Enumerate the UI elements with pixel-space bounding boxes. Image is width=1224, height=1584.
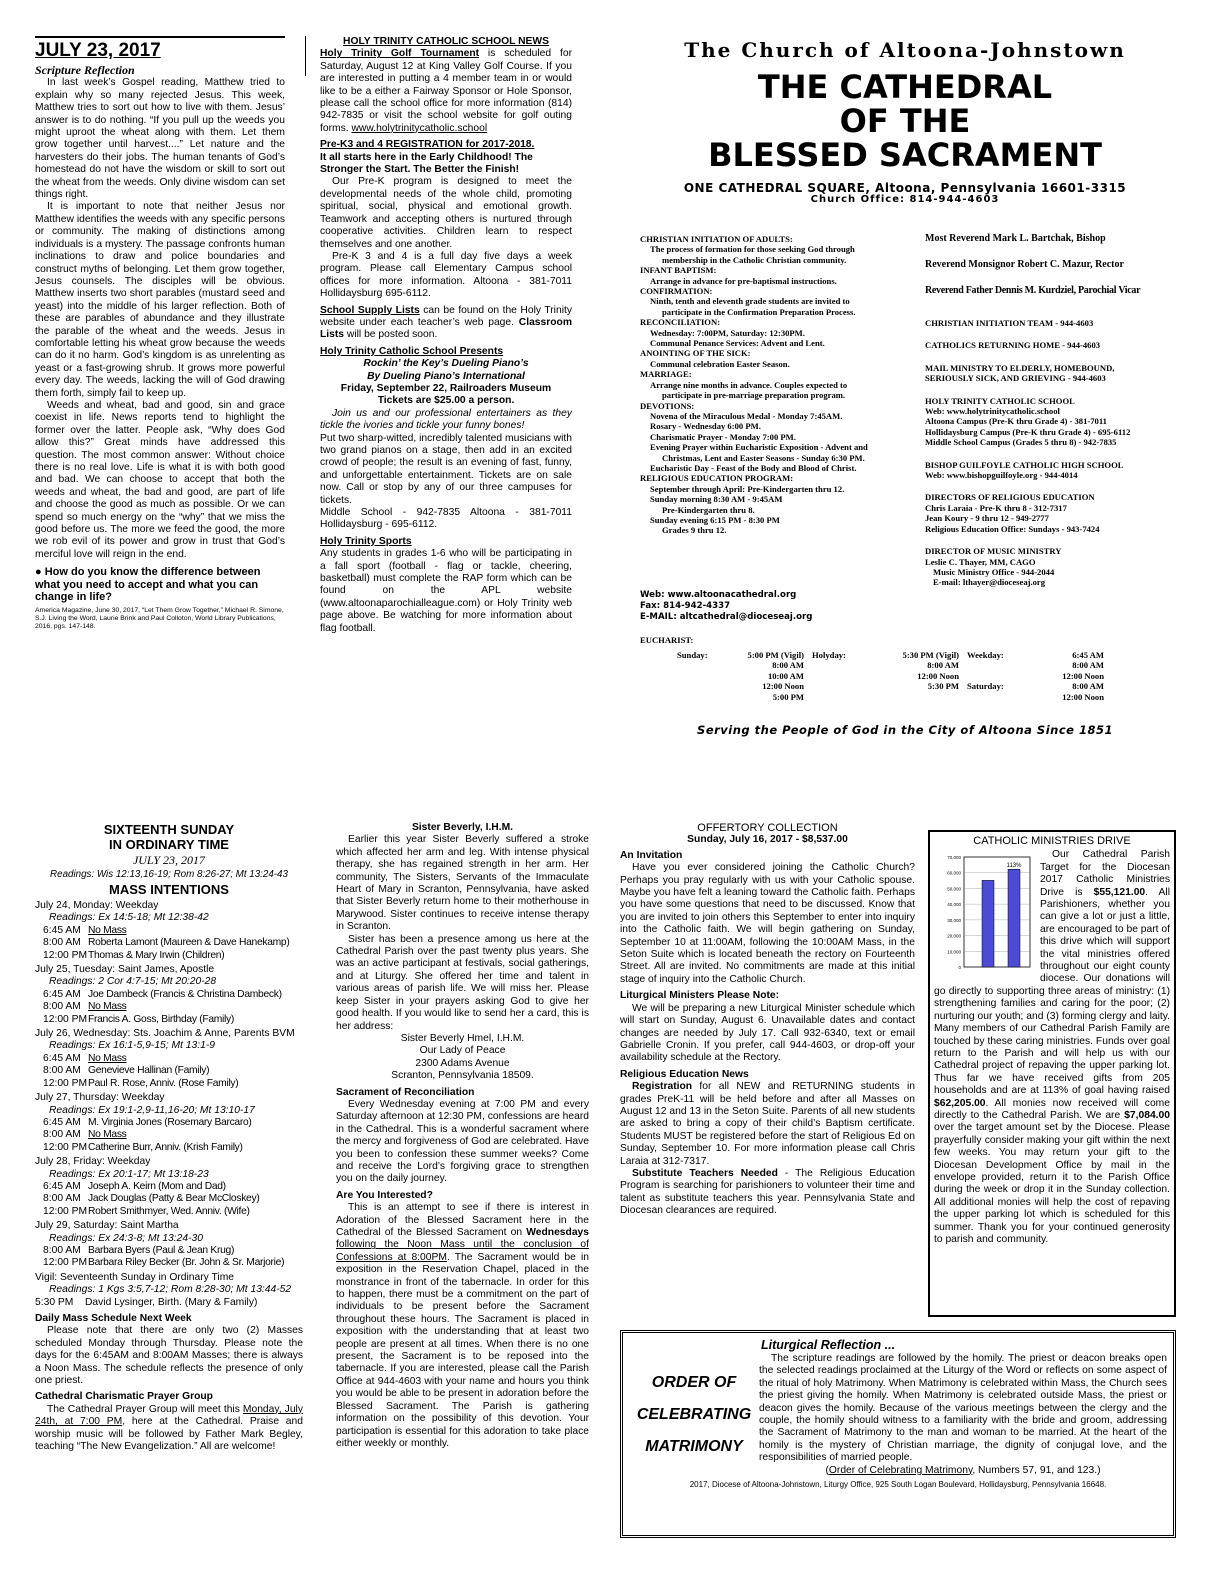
contact-line: DIRECTORS OF RELIGIOUS EDUCATION <box>925 492 1095 503</box>
mass-row <box>35 1078 303 1090</box>
liturgy-footer: 2017, Diocese of Altoona-Johnstown, Liturgy Office, 925 South Logan Boulevard, Hollidaysburg, Pennsylvania 16648. <box>689 1480 1107 1490</box>
school-news-column <box>320 36 572 766</box>
sunday-title-1: SIXTEENTH SUNDAY <box>103 822 235 837</box>
mass-intentions-title: MASS INTENTIONS <box>109 882 229 897</box>
sacrament-line: Eucharistic Day - Feast of the Body and Blood of Christ. <box>650 462 857 473</box>
mass-row <box>35 1181 303 1193</box>
ministry-contacts <box>925 318 1195 600</box>
mass-row <box>35 1142 303 1154</box>
mass-schedule <box>677 650 1197 702</box>
mass-time: 6:45 AM <box>43 1116 81 1128</box>
mass-intention: No Mass <box>88 1129 127 1141</box>
mass-time: 12:00 PM <box>43 1205 88 1217</box>
intention-day <box>35 1156 303 1218</box>
drive-text-a: Our Cathedral Parish Target for the Diocesan 2017 Catholic Ministries Drive is <box>1040 849 1170 898</box>
sacrament-heading: CONFIRMATION: <box>640 286 713 297</box>
mass-time: 6:45 AM <box>43 1180 81 1192</box>
mass-time: 6:45 AM <box>43 924 81 936</box>
sacrament-line: Pre-Kindergarten thru 8. <box>662 504 755 515</box>
schedule-cell: 12:00 Noon <box>1062 691 1104 702</box>
day-readings: Readings: Ex 16:1-5,9-15; Mt 13:1-9 <box>49 1040 215 1052</box>
contact-line: Web: www.holytrinitycatholic.school <box>925 406 1060 417</box>
sister-address-1: Sister Beverly Hmel, I.H.M. <box>400 1032 525 1044</box>
mass-intention: Joseph A. Keirn (Mom and Dad) <box>88 1180 226 1192</box>
contact-email[interactable]: E-MAIL: altcathedral@dioceseaj.org <box>640 612 813 622</box>
sacrament-line: Grades 9 thru 12. <box>662 525 727 536</box>
schedule-cell <box>872 692 967 702</box>
mass-time: 6:45 AM <box>43 1052 81 1064</box>
contact-line: Jean Koury - 9 thru 12 - 949-2777 <box>925 513 1049 524</box>
vigil-title: Vigil: Seventeenth Sunday in Ordinary Time <box>35 1271 234 1283</box>
bar-raised <box>1008 870 1020 968</box>
mass-time: 8:00 AM <box>43 1193 81 1205</box>
school-news-header: HOLY TRINITY CATHOLIC SCHOOL NEWS <box>343 36 549 47</box>
mass-time: 12:00 PM <box>43 949 88 961</box>
sacrament-line: participate in pre-marriage preparation program. <box>662 390 846 401</box>
golf-text: is scheduled for Saturday, August 12 at King Valley Golf Course. If you are interested in putting a 4 member team in or would like to be a either a Fairway Sponsor or Hole Sponsor, please call the school office for more information (814) 942-7835 or visit the school website for golf outing forms. <box>320 48 572 134</box>
schedule-cell <box>677 660 727 670</box>
sister-address-2: Our Lady of Peace <box>419 1045 506 1057</box>
sacrament-line: Wednesday: 7:00PM, Saturday: 12:30PM. <box>650 327 805 338</box>
contact-line: BISHOP GUILFOYLE CATHOLIC HIGH SCHOOL <box>925 459 1124 470</box>
contact-line: E-mail: lthayer@dioceseaj.org <box>933 577 1046 588</box>
mass-time: 12:00 PM <box>43 1257 88 1269</box>
contact-fax: Fax: 814-942-4337 <box>640 601 731 611</box>
interest-text-a: This is an attempt to see if there is interest in Adoration of the Blessed Sacrament here in the Cathedral of the Blessed Sacrament on <box>336 1202 589 1238</box>
schedule-cell: Saturday: <box>967 681 1004 692</box>
charismatic-text-b: , here at the Cathedral. Praise and worship music will be followed by Father Mark Begley, teaching “The New Evangelization.” All are welcome! <box>35 1416 303 1453</box>
schedule-cell <box>812 671 872 681</box>
cite-close: , Numbers 57, 91, and 123.) <box>972 1464 1101 1476</box>
offertory-column <box>620 822 915 1322</box>
contact-group <box>925 546 1195 588</box>
mass-row <box>35 937 303 949</box>
church-office: Church Office: 814-944-4603 <box>810 194 1000 206</box>
intention-day <box>35 1220 303 1270</box>
cite-open: ( <box>825 1464 829 1476</box>
side-line-3: MATRIMONY <box>645 1438 743 1456</box>
schedule-cell: 8:00 AM <box>1072 681 1104 692</box>
contact-line: CATHOLICS RETURNING HOME - 944-4603 <box>925 340 1101 351</box>
drive-text-b: . All Parishioners, whether you can give a lot or just a little, are encouraged to be part of this drive which will support the vital ministries offered throughout our eight county diocese. Our donations will go directly to supporting three areas of ministry: (1) strengthening families and caring for the poor; (2) nurturing our youth; and (3) forming clergy and laity. Many members of our Cathedral Parish Family are touched by these caring ministries. Funds over goal return to the Parish and will help us with our Cathedral project of repaving the upper parking lot. Thus far we have received gifts from 205 households and are at 113% of goal having raised <box>934 886 1170 1097</box>
presents-line-2: By Dueling Piano’s International <box>367 370 525 382</box>
sunday-title-2: IN ORDINARY TIME <box>109 837 229 852</box>
vigil-mass <box>35 1297 303 1309</box>
contact-line: CHRISTIAN INITIATION TEAM - 944-4603 <box>925 318 1094 328</box>
liturgical-reflection-title: Liturgical Reflection ... <box>761 1338 896 1352</box>
matrimony-side-title <box>629 1353 759 1477</box>
mass-intention: Jack Douglas (Patty & Bear McCloskey) <box>88 1193 260 1205</box>
y-tick-label: 30,000 <box>947 918 961 924</box>
charismatic-date: Monday, July 24th, at 7:00 PM <box>35 1403 303 1428</box>
daily-schedule-title: Daily Mass Schedule Next Week <box>35 1313 192 1324</box>
masthead <box>615 38 1195 768</box>
mass-time: 12:00 PM <box>43 1141 88 1153</box>
invitation-title: An Invitation <box>620 849 683 861</box>
registration-label: Registration <box>632 1081 693 1093</box>
sacrament-heading: ANOINTING OF THE SICK: <box>640 348 751 359</box>
prek-subtitle: It all starts here in the Early Childhood! The Stronger the Start. The Better the Finish! <box>320 151 533 176</box>
interest-underlined: following the Noon Mass until the conclusion of Confessions at 8:00PM <box>336 1239 589 1263</box>
offertory-amount: Sunday, July 16, 2017 - $8,537.00 <box>687 834 848 846</box>
offertory-title: OFFERTORY COLLECTION <box>697 822 838 834</box>
liturgical-reflection-box <box>620 1330 1176 1538</box>
mass-time: 12:00 PM <box>43 1077 88 1089</box>
contact-line: Chris Laraia - Pre-K thru 8 - 312-7317 <box>925 502 1067 513</box>
contact-line: Leslie C. Thayer, MM, CAGO <box>925 556 1036 567</box>
mass-time: 5:30 PM <box>35 1296 74 1308</box>
interest-wednesdays: Wednesdays <box>526 1227 589 1238</box>
staff-vicar: Reverend Father Dennis M. Kurdziel, Parochial Vicar <box>925 285 1141 296</box>
presents-phones: Middle School - 942-7835 Altoona - 381-7011 Hollidaysburg - 695-6112. <box>320 507 572 531</box>
charismatic-title: Cathedral Charismatic Prayer Group <box>35 1391 213 1403</box>
reflection-para-3: Weeds and wheat, bad and good, sin and grace coexist in life. News reports tend to highlight the former over the latter. People ask, “Why does God allow this?” Great minds have addressed this question. The most common answer: Without choice there is no real love. Life is what it is with both good and bad. We can choose to accept that both the weeds and wheat, the bad and good, are part of life and choose the good as much as possible. Or we can spend so much energy on the “why” that we miss the good before us. The more we feed the good, the more we rob evil of its power and grow in trust that God’s merciful love will reign in the end. <box>35 399 285 560</box>
day-readings: Readings: Ex 20:1-17; Mt 13:18-23 <box>49 1168 209 1180</box>
contact-line: DIRECTOR OF MUSIC MINISTRY <box>925 546 1062 557</box>
sister-para-1: Earlier this year Sister Beverly suffered a stroke which affected her arm and leg. With intense physical therapy, she has regained strength in her arm. Her community, The Sisters, Servants of the Immaculate Heart of Mary in Scranton, Pennsylvania, have asked that Sister Beverly return home to their motherhouse in Marywood. Sister continues to receive intense therapy in Scranton. <box>336 834 589 933</box>
drive-text-c: . All monies now received will come directly to the Cathedral Parish. We are <box>934 1097 1170 1121</box>
schedule-cell: 5:00 PM <box>772 691 804 702</box>
day-title: July 26, Wednesday: Sts. Joachim & Anne, Parents BVM <box>35 1028 295 1040</box>
contact-group <box>925 396 1195 448</box>
mass-row <box>35 1129 303 1141</box>
contact-group <box>925 363 1195 384</box>
contact-line: Hollidaysburg Campus (Pre-K thru Grade 4) - 695-6112 <box>925 426 1131 437</box>
schedule-cell: 5:00 PM (Vigil) <box>747 650 804 660</box>
schedule-cell <box>677 671 727 681</box>
staff-rector: Reverend Monsignor Robert C. Mazur, Rector <box>925 259 1124 270</box>
schedule-cell <box>967 692 1052 702</box>
mass-intention: Paul R. Rose, Anniv. (Rose Family) <box>88 1077 239 1089</box>
contact-line: Music Ministry Office - 944-2044 <box>933 566 1055 577</box>
address-line: ONE CATHEDRAL SQUARE, Altoona, Pennsylvania 16601-3315 <box>683 181 1127 195</box>
schedule-cell: 12:00 Noon <box>762 681 804 692</box>
cathedral-title-1: THE CATHEDRAL <box>757 68 1053 106</box>
schedule-cell: 8:00 AM <box>927 660 959 671</box>
golf-title: Holy Trinity Golf Tournament <box>320 48 480 60</box>
golf-link[interactable]: www.holytrinitycatholic.school <box>351 122 488 134</box>
reconciliation-text: Every Wednesday evening at 7:00 PM and every Saturday afternoon at 12:30 PM, confessions are heard in the Cathedral. This is a wonderful sacrament where the mercy and forgiveness of God are celebrated. Have you been to confession these summer weeks? Come and receive the Lord’s forgiving grace to strengthen you on the daily journey. <box>336 1098 589 1185</box>
day-readings: Readings: 2 Cor 4:7-15; Mt 20:20-28 <box>49 976 217 988</box>
sacrament-line: Evening Prayer within Eucharistic Exposition - Advent and <box>650 442 868 453</box>
side-line-1: ORDER OF <box>651 1374 737 1392</box>
mass-row <box>35 1065 303 1077</box>
reflection-citation: America Magazine, June 30, 2017, “Let Them Grow Together,” Michael R. Simone, S.J. Living the Word, Laurie Brink and Paul Colloton, World Library Publications, 2016, pgs. 147-148. <box>35 606 284 630</box>
contact-line: MAIL MINISTRY TO ELDERLY, HOMEBOUND, <box>925 362 1115 373</box>
mass-intention: M. Virginia Jones (Rosemary Barcaro) <box>88 1116 252 1128</box>
schedule-cell: 5:30 PM <box>927 681 959 692</box>
contact-group <box>925 460 1195 481</box>
mass-row <box>35 1257 303 1269</box>
contact-line: Web: www.bishopguilfoyle.org - 944-4014 <box>925 470 1078 481</box>
mass-intentions-column <box>35 822 303 1542</box>
invitation-text: Have you ever considered joining the Catholic Church? Perhaps you pray regularly with us with your Catholic spouse. Maybe you have felt a leaning toward the Catholic faith. Perhaps you have some questions that need to be discussed. Know that you are invited to join others this September to enter into inquiry into the Catholic faith. We will begin gathering on Sunday, September 10 at 11:00AM, following the 10:00AM Mass, in the Seton Suite which is located beneath the rectory on Fourteenth Street. All are invited. No commitments are made at this initial stage of inquiry into the Catholic Church. <box>620 862 915 985</box>
sacrament-line: membership in the Catholic Christian community. <box>662 254 847 265</box>
cite-title: Order of Celebrating Matrimony <box>828 1464 973 1476</box>
reconciliation-title: Sacrament of Reconciliation <box>336 1086 475 1098</box>
contact-line: Altoona Campus (Pre-K thru Grade 4) - 381-7011 <box>925 416 1107 427</box>
mass-intention: No Mass <box>88 1052 127 1064</box>
mass-intention: David Lysinger, Birth. (Mary & Family) <box>85 1296 258 1308</box>
mass-time: 6:45 AM <box>43 988 81 1000</box>
mass-time: 8:00 AM <box>43 1001 81 1013</box>
schedule-cell <box>812 660 872 670</box>
cathedral-title-3: BLESSED SACRAMENT <box>708 136 1102 174</box>
sacrament-line: Charismatic Prayer - Monday 7:00 PM. <box>650 431 796 442</box>
prek-para-2: Pre-K 3 and 4 is a full day five days a week program. Please call Elementary Campus school offices for more information. Altoona - 381-7011 Hollidaysburg 695-6112. <box>320 250 572 300</box>
mass-row <box>35 1245 303 1257</box>
sacrament-line: Christmas, Lent and Easter Seasons - Sunday 6:30 PM. <box>662 452 865 463</box>
y-tick-label: 0 <box>958 965 961 971</box>
y-tick-label: 50,000 <box>947 886 961 892</box>
presents-title: Holy Trinity Catholic School Presents <box>320 345 504 357</box>
sister-para-2: Sister has been a presence among us here at the Cathedral Parish over the past twenty plus years. She was an active participant at festivals, social gatherings, and at Liturgy. She offered her time and talent in various areas of parish life. We will miss her. Please keep Sister in your prayers asking God to give her good health. If you would like to send her a card, this is her address: <box>336 933 589 1032</box>
mass-row <box>35 1014 303 1026</box>
intention-day <box>35 1028 303 1090</box>
sacrament-line: Arrange in advance for pre-baptismal instructions. <box>650 275 837 286</box>
sacrament-heading: CHRISTIAN INITIATION OF ADULTS: <box>640 234 793 244</box>
sacrament-heading: RECONCILIATION: <box>640 317 721 328</box>
y-tick-label: 20,000 <box>947 933 961 939</box>
y-tick-label: 40,000 <box>947 902 961 908</box>
schedule-cell <box>967 660 1052 670</box>
mass-intention: Catherine Burr, Anniv. (Krish Family) <box>88 1141 243 1153</box>
mass-intention: No Mass <box>88 924 127 936</box>
reflection-para-1: In last week’s Gospel reading, Matthew tried to explain why so many rejected Jesus. This week, Matthew tries to sort out how to live with them. Jesus’ answer is to do nothing. “If you pull up the weeds you might uproot the wheat along with them. Let them grow together until harvest....” Let nature and the harvesters do their jobs. The human tenants of God’s homestead do not have the wisdom or skill to sort out the wheat from the weeds. Only divine wisdom can set things right. <box>35 77 285 201</box>
drive-text-d: over the target amount set by the Diocese. Please prayerfully consider making your gift within the next few weeks. You may return your gift to the Diocesan Development Office by mail in the envelope provided, return it to the Parish Office during the week or drop it in the Sunday collection. All additional monies will help the cost of repaving the upper parking lot which is scheduled for this summer. Thank you for your continued generosity to parish and community. <box>934 1122 1170 1245</box>
day-readings: Readings: Ex 24:3-8; Mt 13:24-30 <box>49 1232 203 1244</box>
slogan: Serving the People of God in the City of Altoona Since 1851 <box>697 723 1113 737</box>
mass-intention: No Mass <box>88 1001 127 1013</box>
bar-target <box>982 881 994 968</box>
charismatic-text-a: The Cathedral Prayer Group will meet this <box>47 1403 243 1415</box>
sister-address-4: Scranton, Pennsylvania 18509. <box>391 1070 534 1082</box>
scripture-reflection-column <box>35 36 285 766</box>
mass-intention: Thomas & Mary Irwin (Children) <box>88 949 225 961</box>
sacraments-list <box>640 234 910 536</box>
sunday-readings: Readings: Wis 12:13,16-19; Rom 8:26-27; Mt 13:24-43 <box>50 869 288 880</box>
day-title: July 29, Saturday: Saint Martha <box>35 1220 179 1232</box>
mass-row <box>35 1053 303 1065</box>
column-divider <box>305 36 306 76</box>
liturgical-reflection-text: The scripture readings are followed by the homily. The priest or deacon breaks open the selected readings proclaimed at the Liturgy of the Word or reflects on some aspect of the ritual of holy Matrimony. When Matrimony is celebrated within Mass, the Church sees the priest giving the homily. When Matrimony is celebrated outside Mass, the priest or deacon gives the homily. Because of the various meetings between the clergy and the couple, the homily should witness to a familiarity with the bride and groom, addressing the Sacrament of Matrimony to the man and woman to be married. At the heart of the homily is the mystery of Christian marriage, the dignity of conjugal love, and the responsibilities of married people. <box>759 1353 1167 1464</box>
schedule-cell <box>677 692 727 702</box>
presents-line-3: Friday, September 22, Railroaders Museum <box>340 382 552 394</box>
sacrament-line: September through April: Pre-Kindergarten thru 12. <box>650 483 845 494</box>
intentions-list <box>35 900 303 1270</box>
schedule-cell <box>812 692 872 702</box>
mass-row <box>35 1001 303 1013</box>
sister-address-3: 2300 Adams Avenue <box>415 1057 510 1069</box>
mass-intention: Barbara Byers (Paul & Jean Krug) <box>88 1244 235 1256</box>
schedule-cell <box>812 681 872 691</box>
mass-row <box>35 1193 303 1205</box>
schedule-cell: 10:00 AM <box>767 670 804 681</box>
contact-line: Religious Education Office: Sundays - 943-7424 <box>925 523 1100 534</box>
schedule-cell: 6:45 AM <box>1072 650 1104 660</box>
mass-time: 8:00 AM <box>43 1244 81 1256</box>
sunday-date: JULY 23, 2017 <box>132 853 206 867</box>
mass-intention: Robert Smithmyer, Wed. Anniv. (Wife) <box>88 1205 250 1217</box>
interest-text-b: . The Sacrament would be in exposition in the Reservation Chapel, placed in the monstrance in front of the tabernacle. In order for this to happen, there must be a commitment on the part of individuals to be present before the Sacrament throughout these hours. The Sacrament is placed in exposition with the understanding that at least two people are present at all times. When there is no one present, the Sacrament is to be reposed into the tabernacle. If you are interested, please call the Parish Office at 944-4603 with your name and hours you think you would be able to be present in adoration before the Blessed Sacrament. The Parish is gathering information on the possibility of this devotion. Your participation is essential for this adoration to take place either weekly or monthly. <box>336 1251 589 1449</box>
sacrament-heading: RELIGIOUS EDUCATION PROGRAM: <box>640 473 794 484</box>
schedule-cell: 8:00 AM <box>772 660 804 671</box>
sacrament-line: Arrange nine months in advance. Couples expected to <box>650 379 848 390</box>
contact-group <box>925 492 1195 534</box>
registration-text: for all NEW and RETURNING students in grades PreK-11 will be held before and after all Masses on August 12 and 13 in the Seton Suite. Parents of all new students are asked to bring a copy of their child’s Baptism certificate. Students MUST be registered before the start of Religious Ed on Sunday, September 10. For more information please call Chris Laraia at 312-7317. <box>620 1081 915 1167</box>
presents-italic: Join us and our professional entertainers as they tickle the ivories and tickle your funny bones! <box>320 407 572 432</box>
mass-intention: Genevieve Hallinan (Family) <box>88 1065 210 1077</box>
schedule-cell: Holyday: <box>812 650 846 660</box>
mass-row <box>35 1117 303 1129</box>
sacrament-line: Novena of the Miraculous Medal - Monday 7:45AM. <box>650 410 843 421</box>
day-title: July 25, Tuesday: Saint James, Apostle <box>35 964 215 976</box>
percent-label: 113% <box>1006 863 1022 870</box>
sacrament-line: Rosary - Wednesday 6:00 PM. <box>650 421 761 432</box>
sacrament-line: Sunday morning 8:30 AM - 9:45AM <box>650 494 783 505</box>
sacrament-line: Communal celebration Easter Season. <box>650 358 790 369</box>
schedule-cell: 5:30 PM (Vigil) <box>902 650 959 660</box>
sacrament-line: Communal Penance Services: Advent and Lent. <box>650 338 825 349</box>
drive-title: CATHOLIC MINISTRIES DRIVE <box>973 835 1131 847</box>
ministries-drive-box <box>928 830 1176 1317</box>
sacrament-line: Ninth, tenth and eleventh grade students are invited to <box>650 296 850 307</box>
mass-intention: Roberta Lamont (Maureen & Dave Hanekamp) <box>88 937 290 949</box>
mass-time: 8:00 AM <box>43 1129 81 1141</box>
drive-target: $55,121.00 <box>1093 886 1146 898</box>
sacrament-heading: MARRIAGE: <box>640 369 692 380</box>
mass-time: 12:00 PM <box>43 1013 88 1025</box>
sacrament-line: The process of formation for those seeking God through <box>650 244 855 255</box>
presents-text: Put two sharp-witted, incredibly talented musicians with two grand pianos on a stage, then add in an excited crowd of people; the result is an evening of fast, funny, and unforgettable entertainment. Tickets are on sale now. Call or stop by any of our three campuses for tickets. <box>320 432 572 506</box>
classroom-label: Classroom Lists <box>320 316 572 341</box>
mass-intention: Francis A. Goss, Birthday (Family) <box>88 1013 235 1025</box>
side-line-2: CELEBRATING <box>636 1406 752 1424</box>
prek-para-1: Our Pre-K program is designed to meet the developmental needs of the whole child, promoting spiritual, social, physical and emotional growth. Teamwork and accepting others is nurtured through cooperative activities. Children learn to respect themselves and one another. <box>320 176 572 250</box>
daily-schedule-text: Please note that there are only two (2) Masses scheduled Monday through Thursday. Please note the days for the 6:45AM and 8:00AM Masses; there is always a Noon Mass. The schedule reflects the presence of only one priest. <box>35 1325 303 1387</box>
intention-day <box>35 1092 303 1154</box>
contact-line: SERIOUSLY SICK, AND GRIEVING - 944-4603 <box>925 373 1106 384</box>
classroom-text: will be posted soon. <box>344 329 438 341</box>
church-name: The Church of Altoona-Johnstown <box>684 38 1126 62</box>
sister-title: Sister Beverly, I.H.M. <box>411 822 514 833</box>
schedule-cell: 12:00 Noon <box>917 670 959 681</box>
contact-line: HOLY TRINITY CATHOLIC SCHOOL <box>925 395 1075 406</box>
intention-day <box>35 964 303 1026</box>
drive-over: $7,084.00 <box>1124 1109 1170 1121</box>
mass-row <box>35 989 303 1001</box>
day-title: July 27, Thursday: Weekday <box>35 1092 165 1104</box>
schedule-cell <box>967 671 1052 681</box>
intention-day <box>35 900 303 962</box>
schedule-cell: Sunday: <box>677 650 708 660</box>
interest-title: Are You Interested? <box>336 1189 433 1201</box>
schedule-cell: 8:00 AM <box>1072 660 1104 671</box>
contact-group <box>925 318 1195 328</box>
staff-list <box>925 232 1195 298</box>
y-tick-label: 60,000 <box>947 871 961 877</box>
sports-text: Any students in grades 1-6 who will be participating in a fall sport (football - flag or tackle, cheering, basketball) must complete the RAP form which can be found on the APL website (www.altoonaparochialleague.com) or Holy Trinity web page above. Be watching for more information about flag football. <box>320 548 572 634</box>
reflection-question: ● How do you know the difference between what you need to accept and what you can change in life? <box>35 566 261 604</box>
mass-time: 8:00 AM <box>43 937 81 949</box>
y-tick-label: 10,000 <box>947 949 961 955</box>
supply-title: School Supply Lists <box>320 304 420 316</box>
eucharist-label: EUCHARIST: <box>640 635 694 645</box>
substitute-label: Substitute Teachers Needed <box>632 1167 778 1179</box>
reflection-title: Scripture Reflection <box>35 63 135 77</box>
parish-news-column <box>336 822 589 1542</box>
presents-line-1: Rockin’ the Key’s Dueling Piano’s <box>363 358 529 370</box>
cathedral-title-2: OF THE <box>839 102 971 140</box>
day-readings: Readings: Ex 19:1-2,9-11,16-20; Mt 13:10-17 <box>49 1104 255 1116</box>
day-title: July 28, Friday: Weekday <box>35 1156 151 1168</box>
reflection-para-2: It is important to note that neither Jesus nor Matthew identifies the weeds with any specific persons or community. The making of distinctions among individuals is a mystery. The passage confronts human inclinations to draw and police boundaries and construct myths of belonging. Let them grow together, Jesus counsels. The disciples will be obvious. Matthew inserts two short parables (mustard seed and yeast) into the middle of his larger reflection. Both of these are parables of abundance and they illustrate the parable of the wheat and the weeds. Jesus in comfortable letting his wheat grow because the weeds can do it no harm. God’s kingdom is as unrelenting as yeast or a fast-growing shrub. It grows more powerful every day. The weeds, lacking the will of God drawing them forth, simply fail to keep up. <box>35 201 285 399</box>
sacrament-line: participate in the Confirmation Preparation Process. <box>662 306 856 317</box>
schedule-cell: 12:00 Noon <box>1062 670 1104 681</box>
day-title: July 24, Monday: Weekday <box>35 900 159 911</box>
schedule-cell <box>677 681 727 691</box>
substitute-text: - The Religious Education Program is searching for parishioners to volunteer their time and talent as substitute teachers this year. Pennsylvania State and Diocesan clearances are required. <box>620 1167 915 1217</box>
drive-chart <box>934 849 1034 974</box>
sacrament-heading: DEVOTIONS: <box>640 400 695 411</box>
staff-bishop: Most Reverend Mark L. Bartchak, Bishop <box>925 233 1106 244</box>
drive-raised: $62,205.00 <box>934 1097 986 1109</box>
presents-line-4: Tickets are $25.00 a person. <box>377 395 515 407</box>
y-tick-label: 70,000 <box>947 855 961 861</box>
mass-row <box>35 925 303 937</box>
sports-title: Holy Trinity Sports <box>320 535 412 547</box>
schedule-cell: Weekday: <box>967 650 1004 660</box>
mass-intention: Joe Dambeck (Francis & Christina Dambeck) <box>88 988 282 1000</box>
contact-web[interactable]: Web: www.altoonacathedral.org <box>640 590 797 600</box>
sacrament-line: Sunday evening 6:15 PM - 8:30 PM <box>650 514 780 525</box>
ministers-title: Liturgical Ministers Please Note: <box>620 990 780 1002</box>
sacrament-heading: INFANT BAPTISM: <box>640 265 717 276</box>
mass-row <box>35 1206 303 1218</box>
mass-intention: Barbara Riley Becker (Br. John & Sr. Marjorie) <box>88 1257 285 1269</box>
bulletin-date: JULY 23, 2017 <box>35 36 285 62</box>
prek-title: Pre-K3 and 4 REGISTRATION for 2017-2018. <box>320 139 535 151</box>
day-readings: Readings: Ex 14:5-18; Mt 12:38-42 <box>49 912 209 924</box>
mass-row <box>35 950 303 962</box>
religious-ed-title: Religious Education News <box>620 1068 749 1080</box>
ministers-text: We will be preparing a new Liturgical Minister schedule which will start on Sunday, August 6. Unavailable dates and contact changes are needed by July 17. Call 932-6340, text or email Gabrielle Cronin. If you prefer, call 944-4603, or drop-off your availability schedule at the Rectory. <box>620 1002 915 1064</box>
contact-group <box>925 340 1195 350</box>
vigil-readings: Readings: 1 Kgs 3:5,7-12; Rom 8:28-30; Mt 13:44-52 <box>49 1284 292 1296</box>
mass-time: 8:00 AM <box>43 1065 81 1077</box>
supply-text: can be found on the Holy Trinity website under each teacher’s web page. <box>320 304 572 328</box>
contact-line: Middle School Campus (Grades 5 thru 8) - 942-7835 <box>925 437 1117 448</box>
